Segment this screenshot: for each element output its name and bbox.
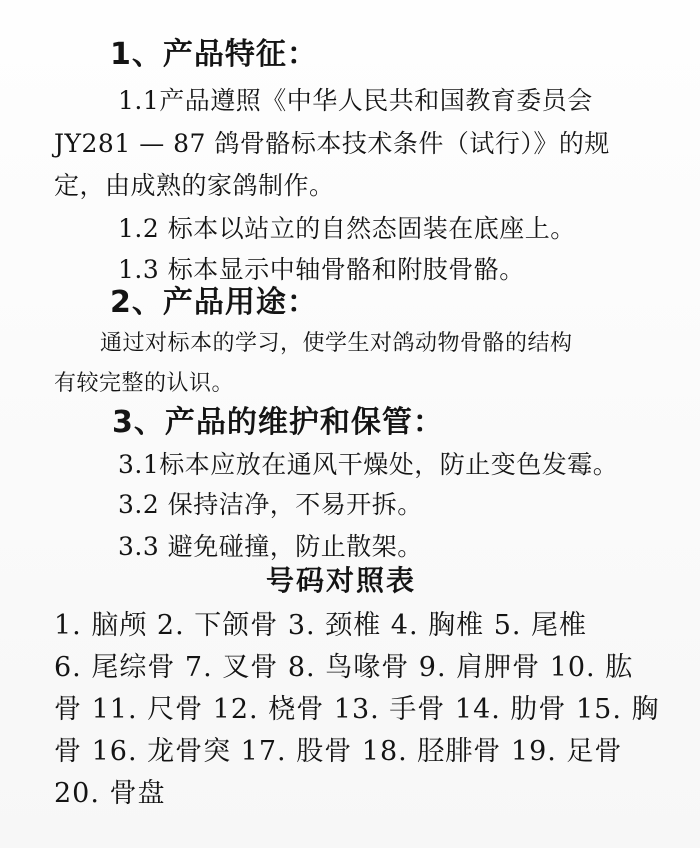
number-table-line-3: 骨 11. 尺骨 12. 桡骨 13. 手骨 14. 肋骨 15. 胸 [54, 694, 660, 725]
section-1-line-1: 1.1产品遵照《中华人民共和国教育委员会 [118, 86, 593, 115]
section-2-line-2: 有较完整的认识。 [54, 371, 235, 396]
section-1-heading: 1、产品特征： [110, 37, 318, 72]
section-2-heading: 2、产品用途： [110, 285, 318, 320]
section-2-line-1: 通过对标本的学习，使学生对鸽动物骨骼的结构 [100, 331, 573, 356]
section-3-heading: 3、产品的维护和保管： [112, 405, 444, 440]
number-table-line-2: 6. 尾综骨 7. 叉骨 8. 鸟喙骨 9. 肩胛骨 10. 肱 [54, 652, 634, 683]
number-table-line-5: 20. 骨盘 [54, 778, 166, 809]
number-table-line-1: 1. 脑颅 2. 下颌骨 3. 颈椎 4. 胸椎 5. 尾椎 [54, 610, 588, 641]
section-3-line-1: 3.1标本应放在通风干燥处，防止变色发霉。 [118, 450, 619, 479]
section-1-line-2: JY281 — 87 鸽骨骼标本技术条件（试行）》的规 [54, 129, 610, 158]
number-table-line-4: 骨 16. 龙骨突 17. 股骨 18. 胫腓骨 19. 足骨 [54, 736, 623, 767]
section-1-line-5: 1.3 标本显示中轴骨骼和附肢骨骼。 [118, 255, 525, 284]
section-1-line-3: 定，由成熟的家鸽制作。 [54, 171, 335, 200]
section-1-line-4: 1.2 标本以站立的自然态固装在底座上。 [118, 214, 576, 243]
section-3-line-2: 3.2 保持洁净，不易开拆。 [118, 490, 423, 519]
section-3-line-3: 3.3 避免碰撞，防止散架。 [118, 532, 423, 561]
number-table-title: 号码对照表 [266, 564, 417, 597]
